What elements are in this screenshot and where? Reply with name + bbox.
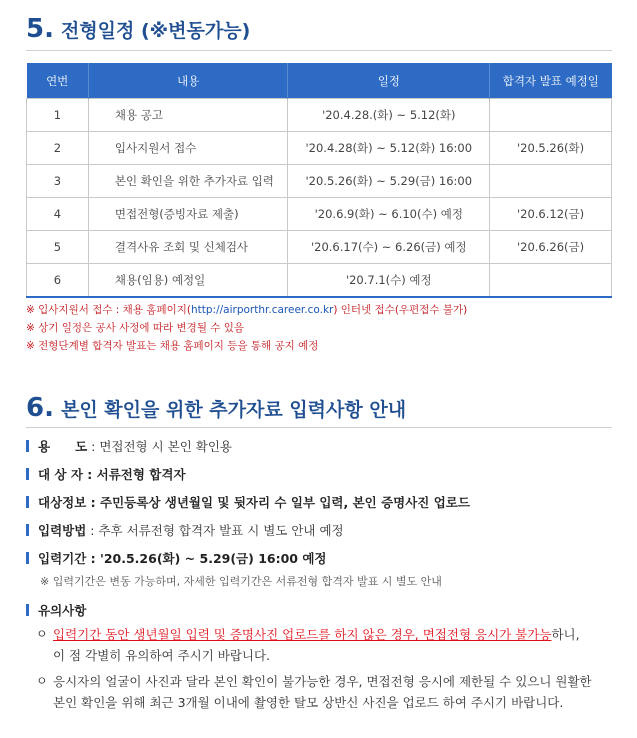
row-date: '20.5.26(화) ~ 5.29(금) 16:00 xyxy=(288,165,490,198)
info-target xyxy=(26,465,616,483)
section-5-number: 5. xyxy=(26,14,54,44)
row-date: '20.6.9(화) ~ 6.10(수) 예정 xyxy=(288,198,490,231)
header-no: 연번 xyxy=(27,63,89,99)
bullet-bar xyxy=(26,468,29,480)
method-label: 입력방법 xyxy=(38,523,87,538)
note-application-prefix: ※ 입사지원서 접수 : 채용 홈페이지( xyxy=(26,304,191,316)
row-no: 5 xyxy=(27,231,89,264)
circle-bullet-icon: ㅇ xyxy=(36,674,48,688)
schedule-header-row xyxy=(27,63,612,99)
info-purpose xyxy=(26,437,616,455)
header-result: 합격자 발표 예정일 xyxy=(490,63,612,99)
row-date: '20.7.1(수) 예정 xyxy=(288,264,490,298)
row-result xyxy=(490,264,612,298)
info-method xyxy=(26,521,616,539)
header-content: 내용 xyxy=(88,63,288,99)
data-value: : 주민등록상 생년월일 및 뒷자리 수 일부 입력, 본인 증명사진 업로드 xyxy=(86,495,470,510)
row-content: 입사지원서 접수 xyxy=(88,132,288,165)
caution-1-emphasis: 입력기간 동안 생년월일 입력 및 증명사진 업로드를 하지 않은 경우, 면접전형 응시가 불가능 xyxy=(53,627,552,642)
period-note: ※ 입력기간은 변동 가능하며, 자세한 입력기간은 서류전형 합격자 발표 시 별도 안내 xyxy=(40,575,442,588)
table-row xyxy=(27,165,612,198)
target-value: : 서류전형 합격자 xyxy=(82,467,186,482)
purpose-value: : 면접전형 시 본인 확인용 xyxy=(87,439,232,454)
target-label: 대 상 자 xyxy=(38,467,83,482)
section-6-title xyxy=(26,393,406,423)
section-5-divider xyxy=(26,50,612,51)
info-caution xyxy=(26,601,616,619)
caution-2-line1: 응시자의 얼굴이 사진과 달라 본인 확인이 불가능한 경우, 면접전형 응시에 제한될 수 있으니 원활한 xyxy=(53,674,592,689)
header-date: 일정 xyxy=(288,63,490,99)
bullet-bar xyxy=(26,496,29,508)
row-content: 채용(임용) 예정일 xyxy=(88,264,288,298)
row-result: '20.6.26(금) xyxy=(490,231,612,264)
caution-item-2 xyxy=(36,671,616,713)
row-result xyxy=(490,99,612,132)
row-content: 면접전형(증빙자료 제출) xyxy=(88,198,288,231)
note-schedule-change: ※ 상기 일정은 공사 사정에 따라 변경될 수 있음 xyxy=(26,322,245,334)
row-no: 4 xyxy=(27,198,89,231)
career-site-link[interactable]: http://airporthr.career.co.kr xyxy=(190,304,334,316)
row-date: '20.4.28.(화) ~ 5.12(화) xyxy=(288,99,490,132)
section-6-heading: 본인 확인을 위한 추가자료 입력사항 안내 xyxy=(60,399,407,421)
purpose-label: 용 도 xyxy=(38,439,88,454)
table-row xyxy=(27,198,612,231)
row-result xyxy=(490,165,612,198)
bullet-bar xyxy=(26,552,29,564)
info-data xyxy=(26,493,616,511)
table-row xyxy=(27,99,612,132)
row-no: 6 xyxy=(27,264,89,298)
data-label: 대상정보 xyxy=(38,495,87,510)
period-label: 입력기간 xyxy=(38,551,87,566)
info-period xyxy=(26,549,616,567)
row-result: '20.6.12(금) xyxy=(490,198,612,231)
row-date: '20.6.17(수) ~ 6.26(금) 예정 xyxy=(288,231,490,264)
row-date: '20.4.28(화) ~ 5.12(화) 16:00 xyxy=(288,132,490,165)
caution-label: 유의사항 xyxy=(38,603,87,618)
section-6-divider xyxy=(26,427,612,428)
caution-1-rest: 하니, xyxy=(551,627,580,642)
section-5-heading: 전형일정 (※변동가능) xyxy=(60,20,251,42)
bullet-bar xyxy=(26,604,29,616)
row-result: '20.5.26(화) xyxy=(490,132,612,165)
table-row xyxy=(27,231,612,264)
circle-bullet-icon: ㅇ xyxy=(36,627,48,641)
section-6-number: 6. xyxy=(26,393,54,423)
note-announcement: ※ 전형단계별 합격자 발표는 채용 홈페이지 등을 통해 공지 예정 xyxy=(26,340,319,352)
caution-1-line2: 이 점 각별히 유의하여 주시기 바랍니다. xyxy=(53,648,271,663)
caution-item-1 xyxy=(36,624,616,666)
method-value: : 추후 서류전형 합격자 발표 시 별도 안내 예정 xyxy=(86,523,344,538)
row-content: 결격사유 조회 및 신체검사 xyxy=(88,231,288,264)
table-row xyxy=(27,132,612,165)
schedule-notes xyxy=(26,301,467,355)
bullet-bar xyxy=(26,524,29,536)
section-5-title xyxy=(26,14,250,44)
row-content: 본인 확인을 위한 추가자료 입력 xyxy=(88,165,288,198)
bullet-bar xyxy=(26,440,29,452)
row-no: 1 xyxy=(27,99,89,132)
period-value: : '20.5.26(화) ~ 5.29(금) 16:00 예정 xyxy=(86,551,327,566)
schedule-table xyxy=(26,63,612,298)
note-application xyxy=(26,301,467,319)
row-no: 2 xyxy=(27,132,89,165)
row-no: 3 xyxy=(27,165,89,198)
table-row xyxy=(27,264,612,298)
caution-2-line2: 본인 확인을 위해 최근 3개월 이내에 촬영한 탈모 상반신 사진을 업로드 하여 주시기 바랍니다. xyxy=(53,695,564,710)
note-application-suffix: ) 인터넷 접수(우편접수 불가) xyxy=(333,304,468,316)
row-content: 채용 공고 xyxy=(88,99,288,132)
